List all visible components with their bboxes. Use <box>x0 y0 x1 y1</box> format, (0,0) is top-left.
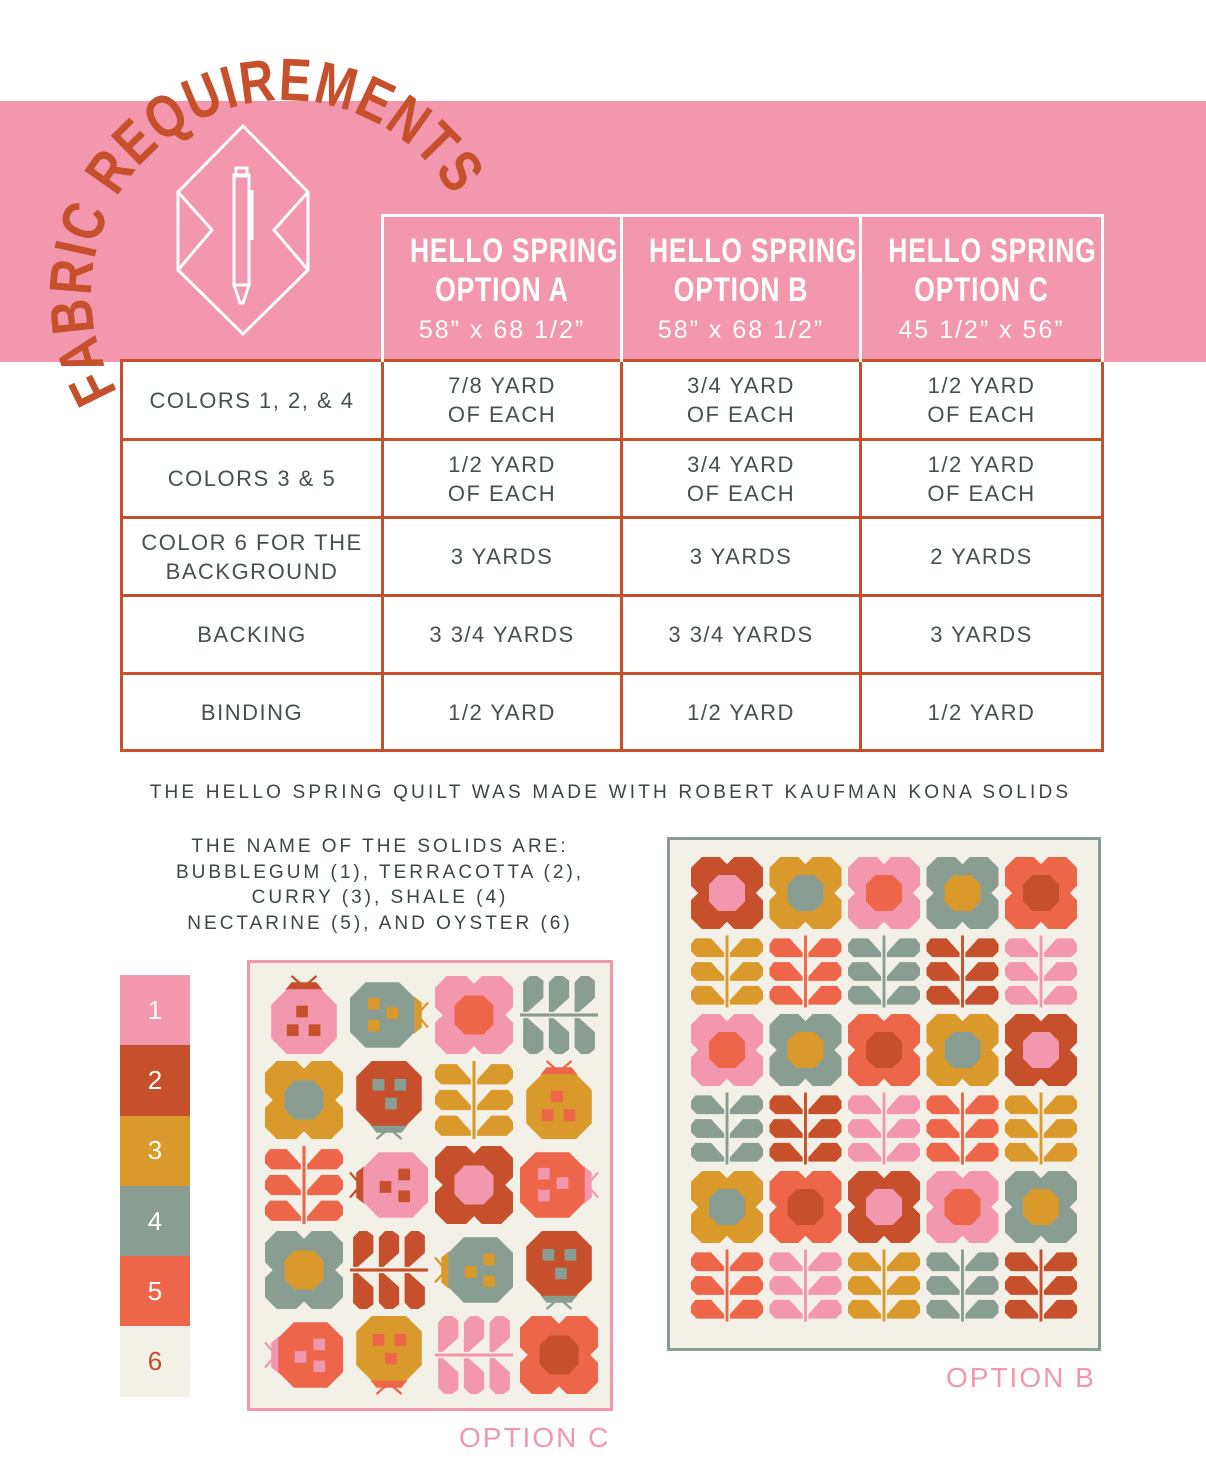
leaf-block <box>848 1250 920 1322</box>
cell-text: OF EACH <box>447 480 557 506</box>
leaf-block <box>520 976 598 1054</box>
row-label <box>122 440 383 518</box>
column-size: 58” x 68 1/2” <box>418 315 586 344</box>
cell-text: OF EACH <box>927 402 1036 427</box>
column-header-option-a <box>383 216 622 361</box>
table-cell <box>383 674 622 751</box>
swatch-number: 4 <box>147 1205 163 1236</box>
cell-text: OF EACH <box>927 480 1036 506</box>
cell-text: 7/8 YARD <box>448 373 556 398</box>
cell-text: OF EACH <box>686 402 796 427</box>
flower-block <box>848 1171 920 1243</box>
flower-block <box>848 1014 920 1086</box>
table-header-row <box>122 216 1103 361</box>
swatch-5 <box>120 1256 190 1326</box>
flower-block <box>927 1171 999 1243</box>
header-blank <box>122 216 383 361</box>
flower-block <box>691 857 763 929</box>
row-label <box>122 518 383 596</box>
flower-block <box>520 1316 598 1394</box>
fabric-requirements-table <box>120 214 1104 752</box>
column-name: HELLO SPRING <box>409 231 619 270</box>
flower-block <box>770 857 842 929</box>
leaf-block <box>265 1146 343 1224</box>
cell-text: 3 YARDS <box>450 544 554 569</box>
flower-block <box>770 1014 842 1086</box>
cell-text: 1/2 YARD <box>927 699 1036 725</box>
leaf-block <box>770 1093 842 1165</box>
row-label <box>122 596 383 674</box>
swatch-6 <box>120 1326 190 1396</box>
flower-block <box>691 1014 763 1086</box>
table-cell <box>861 518 1103 596</box>
cell-text: 1/2 YARD <box>927 373 1036 398</box>
swatch-4 <box>120 1186 190 1256</box>
column-header-option-b <box>622 216 861 361</box>
leaf-block <box>691 1250 763 1322</box>
row-label-text: COLORS 1, 2, & 4 <box>149 387 355 413</box>
table-cell <box>383 440 622 518</box>
column-option: OPTION A <box>435 270 569 309</box>
solids-line: THE NAME OF THE SOLIDS ARE: <box>191 836 569 857</box>
column-option: OPTION B <box>673 270 809 309</box>
column-header-option-c <box>861 216 1103 361</box>
table-cell <box>622 674 861 751</box>
column-name: HELLO SPRING <box>648 231 858 270</box>
swatch-number: 2 <box>147 1064 163 1095</box>
leaf-block <box>350 1231 428 1309</box>
solids-line: CURRY (3), SHALE (4) <box>251 887 509 908</box>
row-label-text: BACKGROUND <box>165 558 339 584</box>
swatch-1 <box>120 975 190 1045</box>
cell-text: 3 YARDS <box>930 622 1033 647</box>
leaf-block <box>927 1093 999 1165</box>
column-option: OPTION C <box>914 270 1049 309</box>
table-row <box>122 596 1103 674</box>
table-row <box>122 518 1103 596</box>
flower-block <box>265 1061 343 1139</box>
table-cell <box>383 596 622 674</box>
table-cell <box>622 596 861 674</box>
leaf-block <box>927 1250 999 1322</box>
table-cell <box>383 361 622 440</box>
cell-text: 1/2 YARD <box>448 699 556 725</box>
leaf-block <box>1005 936 1077 1008</box>
cell-text: 3/4 YARD <box>687 451 795 477</box>
flower-block <box>691 1171 763 1243</box>
swatch-2 <box>120 1045 190 1115</box>
cell-text: 3 3/4 YARDS <box>668 622 814 647</box>
table-row <box>122 440 1103 518</box>
flower-block <box>1005 857 1077 929</box>
row-label-text: BINDING <box>200 699 304 725</box>
flower-block <box>1005 1014 1077 1086</box>
table-cell <box>861 596 1103 674</box>
table-cell <box>622 518 861 596</box>
cell-text: 3 YARDS <box>689 544 793 569</box>
table-cell <box>622 361 861 440</box>
cell-text: 1/2 YARD <box>448 451 556 477</box>
swatch-number: 5 <box>147 1275 163 1306</box>
leaf-block <box>848 1093 920 1165</box>
leaf-block <box>435 1061 513 1139</box>
row-label-text: COLOR 6 FOR THE <box>141 529 363 555</box>
cell-text: 3/4 YARD <box>687 373 795 398</box>
leaf-block <box>1005 1250 1077 1322</box>
table-row <box>122 674 1103 751</box>
table-cell <box>622 440 861 518</box>
leaf-block <box>927 936 999 1008</box>
flower-block <box>770 1171 842 1243</box>
swatch-number: 3 <box>147 1135 163 1166</box>
flower-block <box>435 976 513 1054</box>
row-label <box>122 361 383 440</box>
leaf-block <box>435 1316 513 1394</box>
page-title: FABRIC REQUIREMENTS <box>35 44 503 417</box>
row-label-text: COLORS 3 & 5 <box>167 466 337 491</box>
table-cell <box>861 674 1103 751</box>
table-row <box>122 361 1103 440</box>
column-size: 45 1/2” x 56” <box>898 315 1065 344</box>
table-cell <box>383 518 622 596</box>
column-name: HELLO SPRING <box>888 231 1097 270</box>
quilt-option-c <box>247 960 613 1411</box>
table-cell <box>861 361 1103 440</box>
cell-text: 1/2 YARD <box>927 451 1036 477</box>
flower-block <box>435 1146 513 1224</box>
column-size: 58” x 68 1/2” <box>657 315 825 344</box>
leaf-block <box>691 1093 763 1165</box>
cell-text: OF EACH <box>686 480 796 506</box>
flower-block <box>1005 1171 1077 1243</box>
solids-names <box>140 834 620 936</box>
kona-solids-note: THE HELLO SPRING QUILT WAS MADE WITH ROBERT KAUFMAN KONA SOLIDS <box>149 782 1072 803</box>
option-b-label: OPTION B <box>946 1362 1096 1393</box>
cell-text: OF EACH <box>447 402 557 427</box>
leaf-block <box>770 1250 842 1322</box>
swatch-number: 1 <box>147 994 163 1025</box>
leaf-block <box>848 936 920 1008</box>
leaf-block <box>770 936 842 1008</box>
row-label <box>122 674 383 751</box>
cell-text: 2 YARDS <box>930 544 1033 569</box>
leaf-block <box>691 936 763 1008</box>
flower-block <box>927 1014 999 1086</box>
quilt-option-b <box>667 837 1101 1351</box>
row-label-text: BACKING <box>197 622 307 647</box>
solids-line: NECTARINE (5), AND OYSTER (6) <box>187 912 573 934</box>
swatch-3 <box>120 1116 190 1186</box>
swatch-number: 6 <box>147 1346 163 1377</box>
cell-text: 1/2 YARD <box>687 699 795 725</box>
flower-block <box>265 1231 343 1309</box>
flower-block <box>848 857 920 929</box>
flower-block <box>927 857 999 929</box>
color-swatches <box>120 975 190 1397</box>
solids-line: BUBBLEGUM (1), TERRACOTTA (2), <box>175 861 585 883</box>
option-c-label: OPTION C <box>459 1422 611 1453</box>
table-cell <box>861 440 1103 518</box>
leaf-block <box>1005 1093 1077 1165</box>
cell-text: 3 3/4 YARDS <box>429 622 575 647</box>
